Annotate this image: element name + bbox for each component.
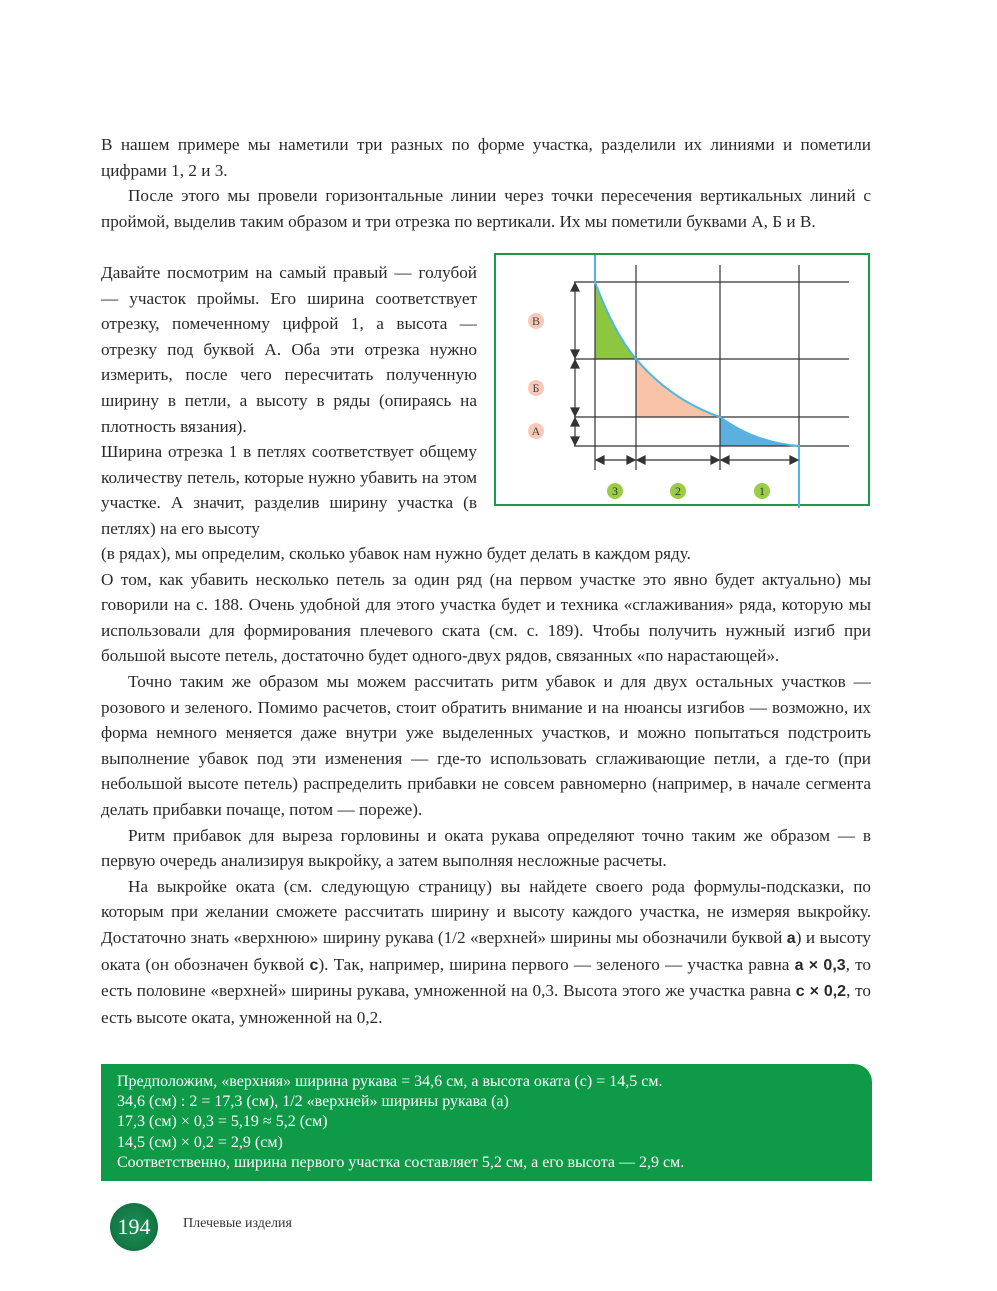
paragraph-formulas <box>101 874 871 1031</box>
formula-2: с × 0,2 <box>795 983 847 1001</box>
body-text <box>101 541 871 1030</box>
formulas-text-b: ) и высоту оката (он обозначен буквой <box>101 927 871 974</box>
blue-area <box>720 417 799 446</box>
paragraph-blue-section: Давайте посмотрим на самый правый — голубой — участок проймы. Его ширина соответствует отрезку, помеченному цифрой 1, а высота — отрезку под буквой А. Оба эти отрезка нужно измерить, после чего пересчитать полученную ширину в петли, а высоту в ряды (опираясь на плотность вязания). <box>101 263 477 436</box>
formula-1: а × 0,3 <box>794 956 846 974</box>
number-labels <box>607 483 770 499</box>
calc-line-2: 34,6 (см) : 2 = 17,3 (см), 1/2 «верхней» ширины рукава (а) <box>117 1093 509 1111</box>
calc-line-3: 17,3 (см) × 0,3 = 5,19 ≈ 5,2 (см) <box>117 1113 328 1131</box>
wrapped-text <box>101 260 477 542</box>
calc-line-4: 14,5 (см) × 0,2 = 2,9 (см) <box>117 1133 283 1151</box>
vertical-grid-lines <box>595 255 799 470</box>
armhole-curve <box>595 255 799 508</box>
paragraph-multi-decrease: О том, как убавить несколько петель за один ряд (на первом участке это явно будет актуально) мы говорили на с. 188. Очень удобной для этого участка будет и техника «сглаживания» ряда, которую мы использовали для формирования плечевого ската (см. с. 189). Чтобы получить нужный изгиб при большой высоте петель, достаточно будет одного-двух рядов, связанных «по нарастающей». <box>101 569 871 666</box>
page-number-badge <box>110 1203 158 1251</box>
armhole-diagram <box>494 253 870 506</box>
green-area <box>595 282 636 359</box>
var-a: а <box>786 929 796 947</box>
horizontal-dimension-arrows <box>596 456 798 464</box>
paragraph-rows-cont: (в рядах), мы определим, сколько убавок нам нужно будет делать в каждом ряду. <box>101 544 691 563</box>
formulas-text-c: ). Так, например, ширина первого — зеленого — участка равна <box>318 954 795 974</box>
vertical-dimension-arrows <box>571 283 579 445</box>
page-number: 194 <box>117 1214 151 1239</box>
calc-line-1: Предположим, «верхняя» ширина рукава = 34,6 см, а высота оката (с) = 14,5 см. <box>117 1073 663 1090</box>
formulas-text-d: , то есть половине «верхней» ширины рукава, умноженной на 0,3. Высота этого же участка равна <box>101 954 872 1001</box>
intro-paragraph-2: После этого мы провели горизонтальные линии через точки пересечения вертикальных линий с проймой, выделив таким образом и три отрезка по вертикали. Их мы пометили буквами А, Б и В. <box>101 186 871 231</box>
horizontal-grid-lines <box>574 282 849 446</box>
paragraph-rhythm: Точно таким же образом мы можем рассчитать ритм убавок и для двух остальных участков — розового и зеленого. Помимо расчетов, стоит обратить внимание и на нюансы изгибов — возможно, их форма немного меняется даже внутри уже выделенных участков, и можно попытаться подстроить выполнение убавок под эти изменения — где-то использовать сглаживающие петли, а где-то (при небольшой высоте петель) распределить прибавки не совсем равномерно (например, в начале сегмента делать прибавки почаще, потом — пореже). <box>101 671 871 819</box>
label-3: 3 <box>612 484 618 498</box>
intro-paragraph-1: В нашем примере мы наметили три разных по форме участка, разделили их линиями и пометили цифрами 1, 2 и 3. <box>101 135 871 180</box>
label-2: 2 <box>675 484 681 498</box>
label-a: А <box>531 424 541 438</box>
section-title: Плечевые изделия <box>183 1216 292 1231</box>
paragraph-width-stitches: Ширина отрезка 1 в петлях соответствует общему количеству петель, которые нужно убавить на этом участке. А значит, разделив ширину участка (в петлях) на его высоту <box>101 442 477 538</box>
pink-area <box>636 359 720 417</box>
calc-line-5: Соответственно, ширина первого участка составляет 5,2 см, а его высота — 2,9 см. <box>117 1153 685 1171</box>
intro-text <box>101 132 871 234</box>
paragraph-neckline: Ритм прибавок для выреза горловины и оката рукава определяют точно таким же образом — в первую очередь анализируя выкройку, а затем выполняя несложные расчеты. <box>101 825 871 871</box>
formulas-text-a: На выкройке оката (см. следующую страницу) вы найдете своего рода формулы-подсказки, по которым при желании сможете рассчитать ширину и высоту каждого участка, не измеряя выкройку. Достаточно знать «верхнюю» ширину рукава (1/2 «верхней» ширины мы обозначили буквой <box>101 876 871 947</box>
label-1: 1 <box>759 484 765 498</box>
letter-labels <box>528 313 544 439</box>
label-b: Б <box>532 381 540 395</box>
armhole-diagram-svg <box>496 255 872 508</box>
label-v: В <box>531 314 541 328</box>
var-c: с <box>309 956 319 974</box>
formulas-text-e: , то есть высоте оката, умноженной на 0,2. <box>101 981 871 1027</box>
example-calculation-box <box>101 1064 872 1181</box>
